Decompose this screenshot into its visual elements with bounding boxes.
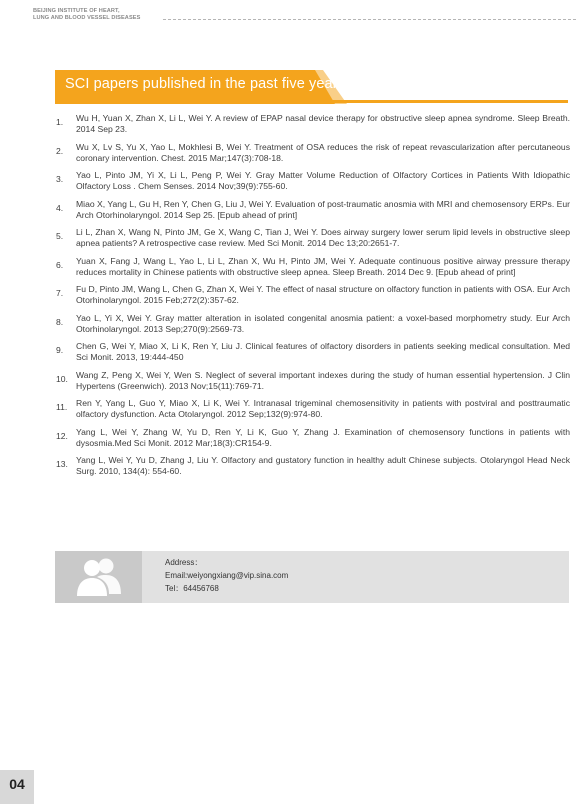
- reference-item: [56, 370, 570, 392]
- reference-number: 11.: [56, 402, 68, 412]
- reference-number: 10.: [56, 373, 68, 384]
- reference-item: [56, 113, 570, 135]
- reference-text: Ren Y, Yang L, Guo Y, Miao X, Li K, Wei Y. Intranasal trigeminal chemosensitivity in patients with postviral and posttraumatic olfactory dysfunction. Acta Otolaryngol. 2012 Sep;132(9):974-80.: [76, 398, 570, 419]
- reference-text: Yao L, Yi X, Wei Y. Gray matter alteration in isolated congenital anosmia patient: a voxel-based morphometry study. Eur Arch Otorhinolaryngol. 2013 Sep;270(9):2569-73.: [76, 312, 570, 334]
- reference-number: 6.: [56, 259, 64, 270]
- reference-item: [56, 341, 570, 363]
- page-header: [33, 8, 578, 28]
- reference-text: Yang L, Wei Y, Zhang W, Yu D, Ren Y, Li K, Guo Y, Zhang J. Examination of chemosensory functions in patients with dysosmia.Med Sci Monit. 2012 Mar;18(3):CR154-9.: [76, 426, 570, 448]
- reference-text: Yao L, Pinto JM, Yi X, Li L, Peng P, Wei Y. Gray Matter Volume Reduction of Olfactory Cortices in Patients With Idiopathic Olfactory Loss . Chem Senses. 2014 Nov;39(9):755-60.: [76, 170, 570, 191]
- page-number: 04: [0, 770, 34, 804]
- reference-text: Miao X, Yang L, Gu H, Ren Y, Chen G, Liu J, Wei Y. Evaluation of post-traumatic anosmia with MRI and chemosensory ERPs. Eur Arch Otorhinolaryngol. 2014 Sep 25. [Epub ahead of print]: [76, 198, 570, 220]
- reference-item: [56, 199, 570, 221]
- reference-number: 13.: [56, 459, 68, 469]
- contact-details: [165, 556, 288, 595]
- reference-number: 12.: [56, 430, 68, 441]
- header-dashed-rule: [163, 19, 576, 20]
- reference-text: Fu D, Pinto JM, Wang L, Chen G, Zhan X, Wei Y. The effect of nasal structure on olfactory function in patients with OSA. Eur Arch Otorhinolaryngol. 2015 Feb;272(2):357-62.: [76, 284, 570, 305]
- reference-number: 7.: [56, 288, 64, 298]
- reference-text: Yang L, Wei Y, Yu D, Zhang J, Liu Y. Olfactory and gustatory function in healthy adult Chinese subjects. Otolaryngol Head Neck Surg. 2010, 134(4): 554-60.: [76, 455, 570, 476]
- reference-number: 3.: [56, 174, 64, 184]
- contact-panel: [55, 551, 569, 603]
- reference-item: [56, 398, 570, 420]
- reference-item: [56, 256, 570, 278]
- reference-number: 1.: [56, 117, 64, 127]
- section-title: SCI papers published in the past five years:: [65, 76, 350, 92]
- reference-number: 4.: [56, 202, 64, 213]
- reference-text: Wu H, Yuan X, Zhan X, Li L, Wei Y. A review of EPAP nasal device therapy for obstructive sleep apnea syndrome. Sleep Breath. 2014 Sep 23.: [76, 113, 570, 134]
- banner-rule: [325, 100, 568, 103]
- section-banner: [55, 70, 568, 104]
- reference-item: [56, 170, 570, 192]
- reference-item: [56, 313, 570, 335]
- header-line-1: BEIJING INSTITUTE OF HEART,: [33, 8, 120, 14]
- reference-number: 8.: [56, 316, 64, 327]
- reference-item: [56, 455, 570, 477]
- reference-text: Li L, Zhan X, Wang N, Pinto JM, Ge X, Wang C, Tian J, Wei Y. Does airway surgery lower serum lipid levels in obstructive sleep apnea patients? A retrospective case review. Med Sci Monit. 2014 Dec 13;20:2651-7.: [76, 227, 570, 248]
- reference-item: [56, 142, 570, 164]
- contact-photo: [55, 551, 142, 603]
- reference-item: [56, 284, 570, 306]
- people-icon: [75, 556, 123, 598]
- reference-text: Wang Z, Peng X, Wei Y, Wen S. Neglect of several important indexes during the study of human essential hypertension. J Clin Hypertens (Greenwich). 2013 Nov;15(11):769-71.: [76, 369, 570, 391]
- header-line-2: LUNG AND BLOOD VESSEL DISEASES: [33, 15, 141, 21]
- reference-text: Wu X, Lv S, Yu X, Yao L, Mokhlesi B, Wei Y. Treatment of OSA reduces the risk of repeat revascularization after percutaneous coronary intervention. Chest. 2015 Mar;147(3):708-18.: [76, 141, 570, 163]
- contact-email: Email:weiyongxiang@vip.sina.com: [165, 571, 289, 580]
- reference-number: 5.: [56, 231, 64, 241]
- reference-item: [56, 227, 570, 249]
- reference-number: 2.: [56, 145, 64, 156]
- reference-text: Chen G, Wei Y, Miao X, Li K, Ren Y, Liu J. Clinical features of olfactory disorders in patients seeking medical consultation. Med Sci Monit. 2013, 19:444-450: [76, 341, 570, 362]
- reference-item: [56, 427, 570, 449]
- reference-text: Yuan X, Fang J, Wang L, Yao L, Li L, Zhan X, Wu H, Pinto JM, Wei Y. Adequate continuous positive airway pressure therapy reduces mortality in Chinese patients with obstructive sleep apnea. Sleep Breath. 2014 Dec 9. [Epub ahead of print]: [76, 255, 570, 277]
- reference-list: [56, 113, 570, 484]
- contact-tel: Tel：64456768: [165, 584, 219, 593]
- contact-address: Address：: [165, 558, 203, 567]
- reference-number: 9.: [56, 345, 64, 355]
